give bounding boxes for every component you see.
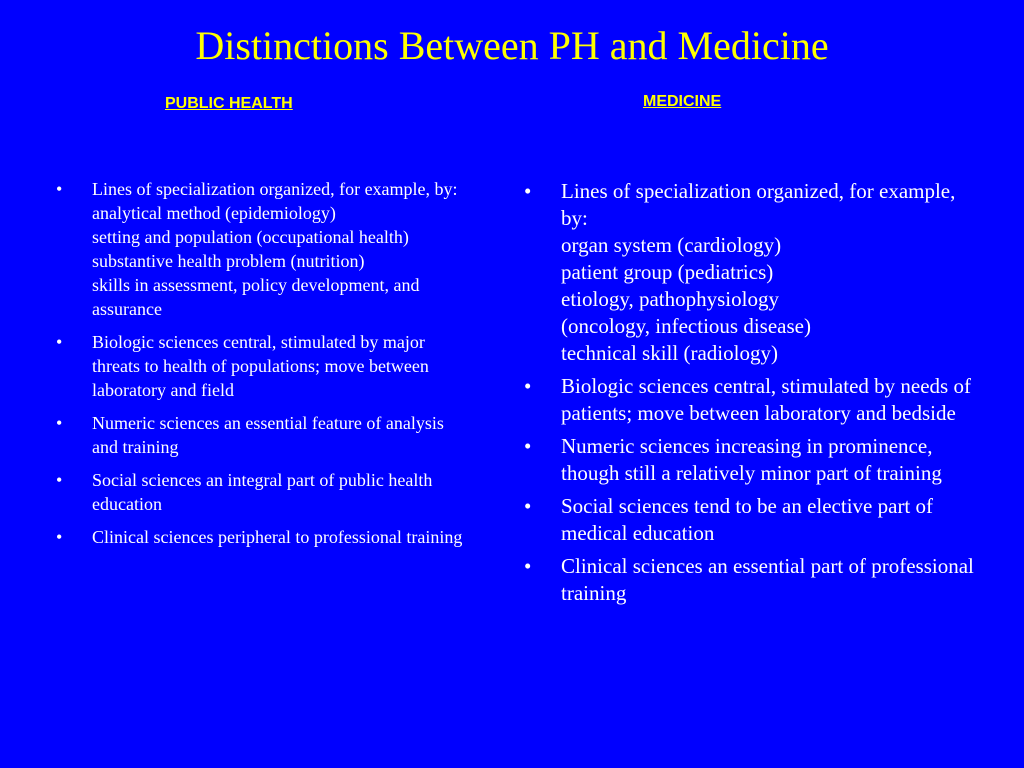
bullet-line: Clinical sciences an essential part of professional training	[561, 554, 974, 605]
bullet-icon: •	[56, 470, 63, 490]
public-health-bullet-item	[56, 468, 466, 516]
public-health-bullet-item	[56, 411, 466, 459]
public-health-bullet-list	[56, 177, 466, 558]
public-health-bullet-item	[56, 525, 466, 549]
medicine-bullet-item	[524, 433, 984, 487]
bullet-line: etiology, pathophysiology	[561, 287, 779, 311]
bullet-line: organ system (cardiology)	[561, 233, 782, 257]
medicine-heading: MEDICINE	[643, 93, 722, 110]
public-health-heading: PUBLIC HEALTH	[165, 95, 293, 112]
bullet-line: Numeric sciences increasing in prominence, though still a relatively minor part of training	[561, 434, 942, 485]
bullet-icon: •	[56, 179, 63, 199]
bullet-icon: •	[524, 494, 532, 518]
bullet-line: Social sciences an integral part of public health education	[92, 470, 433, 514]
slide-title: Distinctions Between PH and Medicine	[195, 23, 829, 68]
bullet-icon: •	[56, 527, 63, 547]
bullet-line: Biologic sciences central, stimulated by major threats to health of populations; move between laboratory and field	[92, 332, 429, 400]
bullet-line: technical skill (radiology)	[561, 341, 778, 365]
bullet-line: Lines of specialization organized, for example, by: analytical method (epidemiology)	[92, 179, 458, 223]
bullet-icon: •	[524, 179, 532, 203]
medicine-bullet-list	[524, 178, 984, 613]
bullet-line: skills in assessment, policy development, and assurance	[92, 275, 420, 319]
bullet-icon: •	[56, 332, 63, 352]
public-health-bullet-item	[56, 177, 466, 321]
bullet-line: Biologic sciences central, stimulated by needs of patients; move between laboratory and bedside	[561, 374, 971, 425]
medicine-bullet-item	[524, 373, 984, 427]
medicine-bullet-item	[524, 178, 984, 367]
bullet-line: (oncology, infectious disease)	[561, 314, 811, 338]
bullet-line: Clinical sciences peripheral to professional training	[92, 527, 463, 547]
bullet-line: substantive health problem (nutrition)	[92, 251, 365, 271]
bullet-line: Numeric sciences an essential feature of analysis and training	[92, 413, 444, 457]
medicine-bullet-item	[524, 493, 984, 547]
bullet-line: patient group (pediatrics)	[561, 260, 774, 284]
bullet-icon: •	[56, 413, 63, 433]
bullet-line: setting and population (occupational health)	[92, 227, 409, 247]
bullet-icon: •	[524, 554, 532, 578]
bullet-icon: •	[524, 434, 532, 458]
bullet-line: Lines of specialization organized, for example, by:	[561, 179, 956, 230]
medicine-bullet-item	[524, 553, 984, 607]
public-health-bullet-item	[56, 330, 466, 402]
bullet-line: Social sciences tend to be an elective part of medical education	[561, 494, 934, 545]
bullet-icon: •	[524, 374, 532, 398]
